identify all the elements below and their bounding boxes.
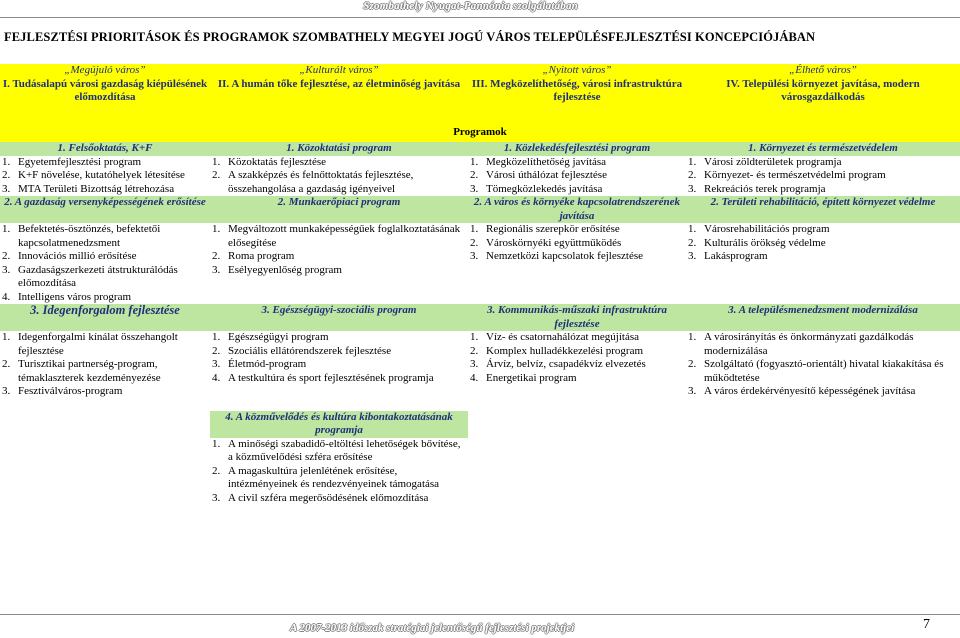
section-col — [0, 223, 210, 304]
list-item: 2. A magaskultúra jelenlétének erősítése, intézményeinek és rendezvényeinek támogatása — [212, 464, 440, 490]
section-col — [210, 223, 468, 304]
pillar-2-title: II. A humán tőke fejlesztése, az életminőség javítása — [217, 77, 461, 90]
list-item: 2. Városi úthálózat fejlesztése — [470, 169, 607, 181]
list-item: 1. Közoktatás fejlesztése — [212, 155, 327, 168]
list-item: 2. Szolgáltató (fogyasztó-orientált) hivatal kiakakítása és működtetése — [688, 358, 944, 384]
page-number: 7 — [923, 617, 930, 632]
section-head: 4. A közművelődés és kultúra kibontakoztatásának programja — [210, 411, 468, 438]
pillar-row — [0, 64, 960, 126]
section-2-heads — [0, 196, 960, 223]
section-col — [468, 156, 686, 197]
section-3-items — [0, 331, 960, 399]
section-col — [210, 438, 468, 506]
section-3-heads — [0, 304, 960, 331]
pillar-4 — [686, 64, 960, 126]
section-1-items — [0, 156, 960, 197]
list-item: 1. A minőségi szabadidő-eltöltési lehetőségek bővítése, a közművelődési szféra erősítése — [212, 437, 461, 463]
pillar-2 — [210, 64, 468, 126]
section-col — [468, 331, 686, 399]
list-item: 4. A testkultúra és sport fejlesztésének programja — [212, 371, 434, 384]
section-col — [0, 331, 210, 399]
section-head: 1. Környezet és természetvédelem — [748, 142, 898, 154]
list-item: 1. Egészségügyi program — [212, 331, 329, 343]
section-head: 3. Kommunikás-műszaki infrastruktúra fejlesztése — [486, 304, 668, 330]
pillar-3-subtitle: „Nyitott város” — [542, 64, 612, 76]
section-col — [686, 223, 960, 304]
list-item: 1. Egyetemfejlesztési program — [2, 155, 142, 168]
pillar-3-title: III. Megközelíthetőség, városi infrastruktúra fejlesztése — [471, 77, 683, 103]
pillar-4-title: IV. Települési környezet javítása, modern városgazdálkodás — [726, 77, 920, 103]
section-4-heads — [0, 411, 960, 438]
section-col — [0, 156, 210, 197]
list-item: 2. Szociális ellátórendszerek fejlesztése — [212, 344, 392, 357]
list-item: 4. Intelligens város program — [2, 290, 132, 303]
list-item: 3. A város érdekérvényesítő képességének javítása — [688, 385, 916, 397]
list-item: 3. MTA Területi Bizottság létrehozása — [2, 182, 175, 195]
section-col — [210, 331, 468, 399]
pillar-2-subtitle: „Kulturált város” — [299, 64, 379, 76]
list-item: 1. Idegenforgalmi kínálat összehangolt fejlesztése — [2, 331, 178, 357]
pillar-3 — [468, 64, 686, 126]
list-item: 3. Árvíz, belvíz, csapadékvíz elvezetés — [470, 358, 646, 370]
list-item: 2. Környezet- és természetvédelmi program — [688, 169, 886, 181]
list-item: 2. Komplex hulladékkezelési program — [470, 344, 644, 357]
list-item: 2. Roma program — [212, 250, 295, 262]
list-item: 2. K+F növelése, kutatóhelyek létesítése — [2, 169, 185, 181]
pillar-1 — [0, 64, 210, 126]
list-item: 1. Megváltozott munkaképességűek foglalkoztatásának elősegítése — [212, 223, 461, 249]
list-item: 1. Befektetés-ösztönzés, befektetői kapcsolatmenedzsment — [2, 223, 161, 249]
page-title: FEJLESZTÉSI PRIORITÁSOK ÉS PROGRAMOK SZOMBATHELY MEGYEI JOGÚ VÁROS TELEPÜLÉSFEJLESZTÉSI KONCEPCIÓJÁBAN — [4, 30, 816, 44]
section-2-items — [0, 223, 960, 304]
section-head: 2. Munkaerőpiaci program — [277, 196, 401, 208]
section-col — [686, 331, 960, 399]
section-head: 1. Felsőoktatás, K+F — [57, 142, 153, 154]
section-head: 2. Területi rehabilitáció, épített környezet védelme — [710, 196, 936, 208]
programs-label: Programok — [453, 126, 507, 138]
running-header — [0, 0, 960, 14]
list-item: 1. Városi zöldterületek programja — [688, 155, 842, 168]
section-col — [468, 223, 686, 304]
list-item: 2. Turisztikai partnerség-program, témaklaszterek kezdeményezése — [2, 358, 161, 384]
footer-text: A 2007-2013 időszak stratégiai jelentőségű fejlesztési projektjei — [290, 622, 575, 634]
section-1-heads — [0, 142, 960, 156]
pillar-1-title: I. Tudásalapú városi gazdaság kiépülésének előmozdítása — [2, 77, 208, 103]
pillar-1-subtitle: „Megújuló város” — [64, 64, 146, 76]
header-rule — [0, 17, 960, 18]
section-head: 3. Egészségügyi-szociális program — [261, 304, 417, 316]
section-head: 1. Közoktatási program — [286, 142, 392, 154]
priorities-table — [0, 64, 960, 505]
pillar-4-subtitle: „Élhető város” — [789, 64, 857, 76]
section-head: 2. A város és környéke kapcsolatrendszerének javítása — [473, 196, 681, 222]
list-item: 3. Gazdaságszerkezeti átstrukturálódás előmozdítása — [2, 263, 178, 289]
list-item: 1. Víz- és csatornahálózat megújítása — [470, 331, 640, 343]
list-item: 3. Esélyegyenlőség program — [212, 263, 342, 276]
list-item: 1. Városrehabilitációs program — [688, 223, 830, 235]
list-item: 3. Életmód-program — [212, 358, 307, 370]
section-col — [686, 156, 960, 197]
section-head: 3. Idegenforgalom fejlesztése — [30, 303, 180, 317]
section-head: 2. A gazdaság versenyképességének erősítése — [4, 196, 206, 208]
section-4-items — [0, 438, 960, 506]
section-col — [210, 156, 468, 197]
list-item: 3. Lakásprogram — [688, 250, 768, 262]
list-item: 4. Energetikai program — [470, 371, 577, 384]
list-item: 2. Kulturális örökség védelme — [688, 236, 826, 249]
list-item: 1. A városirányítás és önkormányzati gazdálkodás modernizálása — [688, 331, 914, 357]
list-item: 2. Városkörnyéki együttműködés — [470, 236, 622, 249]
running-title: Szombathely Nyugat-Pannónia szolgálatában — [363, 0, 578, 12]
list-item: 2. Innovációs millió erősítése — [2, 250, 137, 262]
footer-rule — [0, 614, 960, 615]
list-item: 3. A civil szféra megerősödésének előmozdítása — [212, 491, 429, 504]
list-item: 3. Rekreációs terek programja — [688, 182, 826, 195]
list-item: 1. Regionális szerepkör erősítése — [470, 223, 620, 235]
list-item: 1. Megközelíthetőség javítása — [470, 155, 607, 168]
list-item: 3. Fesztiválváros-program — [2, 385, 123, 397]
section-head: 1. Közlekedésfejlesztési program — [503, 142, 651, 154]
section-head: 3. A településmenedzsment modernizálása — [728, 304, 918, 316]
list-item: 3. Tömegközlekedés javítása — [470, 182, 603, 195]
list-item: 3. Nemzetközi kapcsolatok fejlesztése — [470, 250, 643, 262]
list-item: 2. A szakképzés és felnőttoktatás fejlesztése, összehangolása a gazdaság igényeivel — [212, 169, 414, 195]
